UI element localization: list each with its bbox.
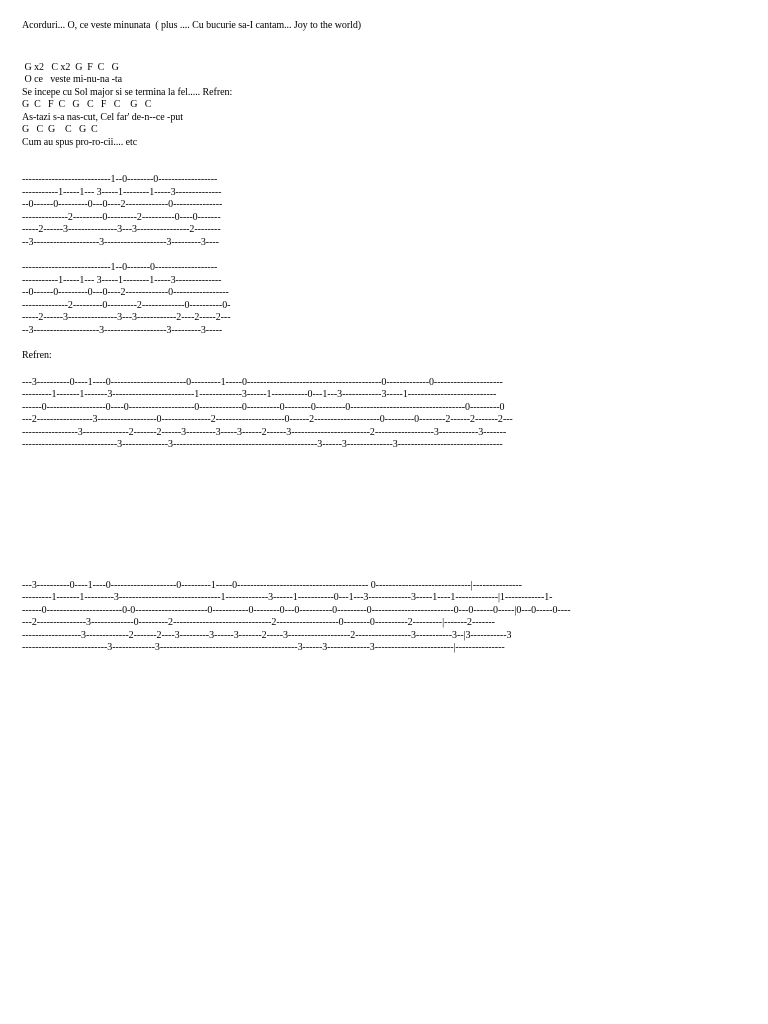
intro-line: Se incepe cu Sol major si se termina la fel..... Refren:: [22, 86, 233, 98]
tab-line: --3--------------------3-------------------3---------3----: [22, 236, 219, 248]
tab-line: -----------------3--------------2-------2------3---------3-----3------2------3------------------------2------------------3------------3-------: [22, 426, 507, 438]
tab-line: -----------------------------3--------------3--------------------------------------------3------3--------------3--------------------------------: [22, 439, 503, 450]
tab-line: ---------1-------1---------3-------------------------------1-------------3------1-----------0---1---3-------------3-----1----1-------------|1------------1-: [22, 592, 553, 603]
tab-line: --------------2---------0---------2-------------0----------0-: [22, 299, 231, 311]
tab-line: --3--------------------3-------------------3---------3-----: [22, 324, 223, 336]
tab-block-refrain-1: [22, 377, 752, 452]
intro-line: Cum au spus pro-ro-cii.... etc: [22, 136, 138, 148]
tab-block-verse-1: [22, 174, 752, 249]
tab-line: ---2---------------3-------------0---------2------------------------------2-------------------0--------0----------2---------|-------2-------: [22, 617, 495, 628]
refrain-label: Refren:: [22, 350, 52, 361]
tab-line: ---3----------0----1----0-----------------------0---------1-----0-----------------------------------------0-------------0---------------------: [22, 376, 503, 388]
tab-line: ---------------------------1--0-------0-------------------: [22, 262, 218, 273]
tab-line: ---------------------------1--0--------0------------------: [22, 174, 218, 185]
tab-line: ---2-----------------3------------------0---------------2---------------------0------2--------------------0---------0--------2------2-------2---: [22, 414, 513, 425]
intro-line: O ce veste mi-nu-na -ta: [22, 74, 123, 85]
tab-line: ---3----------0----1----0--------------------0---------1-----0---------------------------------------- 0-----------------------------|---------------: [22, 579, 522, 591]
tab-line: -----2------3---------------3---3----------------2--------: [22, 224, 221, 235]
document-title: Acorduri... O, ce veste minunata ( plus .... Cu bucurie sa-I cantam... Joy to the world): [22, 20, 362, 31]
tab-line: ------0-----------------------0-0----------------------0-----------0--------0---0----------0---------0-------------------------0---0------0-----|0---0-----0----: [22, 604, 571, 616]
intro-line: G C F C G C F C G C: [22, 99, 152, 110]
intro-line: G x2 C x2 G F C G: [22, 61, 119, 73]
tab-line: --------------------------3-------------3------------------------------------------3------3-------------3------------------------|---------------: [22, 642, 505, 653]
chord-intro: [22, 62, 752, 150]
intro-line: As-tazi s-a nas-cut, Cel far' de-n--ce -put: [22, 111, 183, 123]
tab-line: --0------0---------0---0----2-------------0---------------: [22, 199, 223, 210]
tab-line: --0------0---------0---0----2-------------0-----------------: [22, 287, 229, 298]
tab-line: ------------------3-------------2-------2----3---------3------3-------2-----3-------------------2-----------------3-----------3--|3-----------3: [22, 629, 512, 641]
intro-line: G C G C G C: [22, 124, 98, 135]
tab-line: ---------1-------1-------3-------------------------1-------------3------1-----------0---1---3------------3-----1---------------------------: [22, 389, 497, 400]
tab-line: -----------1-----1--- 3-----1--------1-----3--------------: [22, 274, 222, 286]
tab-block-refrain-2: [22, 580, 752, 655]
tab-line: -----2------3---------------3---3------------2----2-----2---: [22, 312, 231, 323]
tab-block-verse-2: [22, 262, 752, 337]
tab-line: -----------1-----1--- 3-----1--------1-----3--------------: [22, 186, 222, 198]
document-page: [22, 20, 752, 655]
tab-line: ------0------------------0----0--------------------0-------------0----------0--------0---------0-----------------------------------0---------0: [22, 401, 505, 413]
tab-line: --------------2---------0---------2----------0----0-------: [22, 211, 221, 223]
